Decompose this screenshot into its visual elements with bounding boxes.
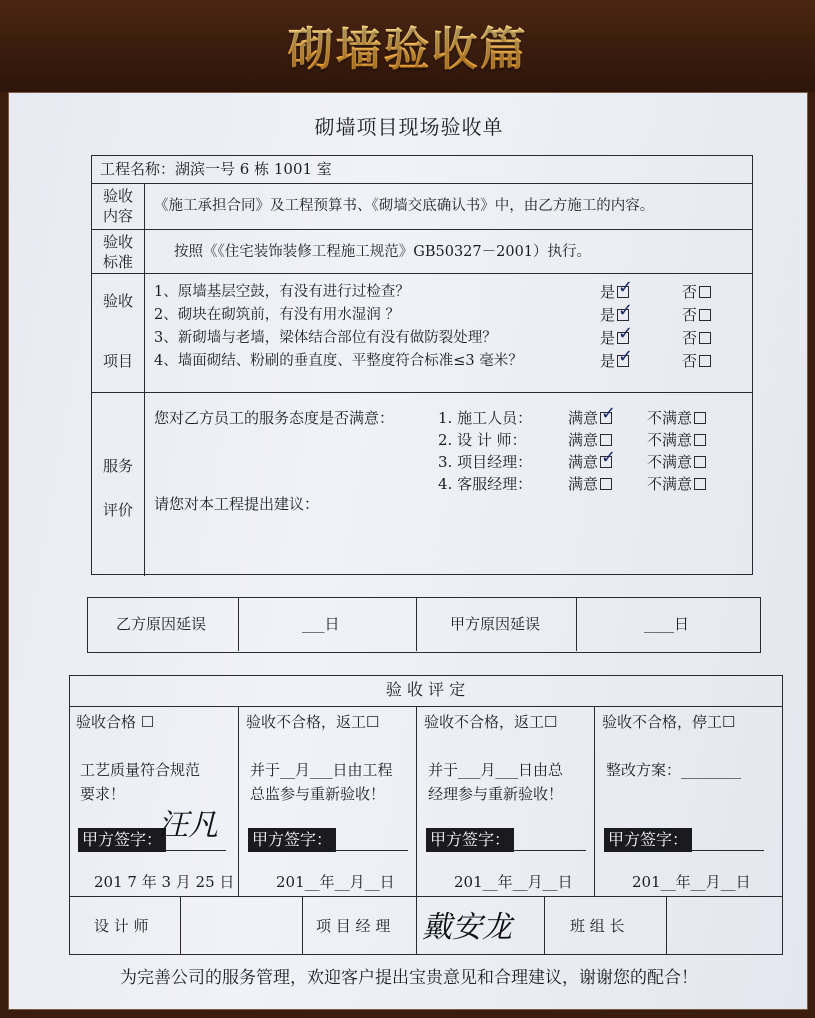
satisfied-checkbox[interactable] — [600, 412, 612, 424]
standard-label: 验收 标准 — [102, 233, 133, 271]
evaluation-heading: 验收不合格，返工☐ — [424, 713, 558, 731]
evaluation-heading: 验收合格 ☐ — [76, 713, 155, 731]
client-sign-tag: 甲方签字： — [78, 828, 166, 852]
service-unsatisfied — [647, 408, 706, 428]
item-yes-checkbox[interactable] — [617, 355, 629, 367]
item-no-checkbox[interactable] — [699, 332, 711, 344]
evaluation-line1: 整改方案：________ — [606, 761, 742, 779]
service-role-label: 2. 设 计 师： — [438, 431, 527, 449]
content-text: 《施工承担合同》及工程预算书、《砌墙交底确认书》中，由乙方施工的内容。 — [154, 198, 655, 214]
content-label: 验收 内容 — [102, 187, 133, 225]
evaluation-date: 201__年__月__日 — [632, 873, 751, 891]
evaluation-line2: 要求！ — [80, 785, 126, 803]
item-yes — [600, 282, 629, 302]
satisfied-label: 满意 — [568, 409, 599, 427]
service-unsatisfied — [647, 452, 706, 472]
satisfied-label: 满意 — [568, 431, 599, 449]
service-label-bottom: 评价 — [102, 501, 133, 519]
signature-line — [512, 850, 586, 851]
team-leader-label: 班 组 长 — [570, 917, 625, 935]
item-no — [682, 305, 711, 325]
evaluation-line2: 总监参与重新验收！ — [250, 785, 386, 803]
client-sign-tag: 甲方签字： — [426, 828, 514, 852]
service-satisfied — [568, 474, 612, 494]
client-sign-tag: 甲方签字： — [248, 828, 336, 852]
signature-line — [164, 850, 226, 851]
item-no — [682, 351, 711, 371]
footer-note: 为完善公司的服务管理，欢迎客户提出宝贵意见和合理建议，谢谢您的配合！ — [120, 968, 698, 988]
satisfied-checkbox[interactable] — [600, 478, 612, 490]
satisfied-checkbox[interactable] — [600, 456, 612, 468]
party-b-delay-value: ___日 — [302, 615, 340, 633]
evaluation-line1: 工艺质量符合规范 — [80, 761, 201, 779]
party-a-delay-value: ____日 — [644, 615, 690, 633]
standard-text: 按照《《住宅装饰装修工程施工规范》GB50327－2001）执行。 — [174, 244, 592, 260]
item-yes-label: 是 — [600, 329, 616, 347]
client-sign-tag: 甲方签字： — [604, 828, 692, 852]
inspection-form — [91, 155, 753, 575]
evaluation-title: 验 收 评 定 — [385, 680, 466, 699]
item-no-checkbox[interactable] — [699, 286, 711, 298]
party-b-delay-label: 乙方原因延误 — [116, 615, 207, 633]
item-no-label: 否 — [682, 352, 698, 370]
banner — [0, 0, 815, 92]
designer-label: 设 计 师 — [94, 917, 149, 935]
satisfied-checkbox[interactable] — [600, 434, 612, 446]
service-unsatisfied — [647, 474, 706, 494]
item-no-label: 否 — [682, 306, 698, 324]
unsatisfied-label: 不满意 — [647, 431, 693, 449]
item-yes-checkbox[interactable] — [617, 332, 629, 344]
service-unsatisfied — [647, 430, 706, 450]
item-text: 1、原墙基层空鼓，有没有进行过检查？ — [154, 284, 410, 300]
evaluation-date: 201__年__月__日 — [454, 873, 573, 891]
item-no — [682, 282, 711, 302]
unsatisfied-checkbox[interactable] — [694, 478, 706, 490]
item-yes-label: 是 — [600, 306, 616, 324]
signature-line — [334, 850, 408, 851]
item-no — [682, 328, 711, 348]
service-label-top: 服务 — [102, 457, 133, 475]
item-no-label: 否 — [682, 283, 698, 301]
item-yes-checkbox[interactable] — [617, 286, 629, 298]
service-role-label: 1. 施工人员： — [438, 409, 533, 427]
project-name — [100, 159, 332, 179]
evaluation-table — [69, 675, 783, 955]
service-satisfied — [568, 452, 612, 472]
delay-table — [87, 597, 761, 653]
evaluation-line1: 并于__月___日由工程 — [250, 761, 393, 779]
unsatisfied-checkbox[interactable] — [694, 434, 706, 446]
satisfied-label: 满意 — [568, 475, 599, 493]
project-manager-label: 项 目 经 理 — [316, 917, 391, 935]
party-a-delay-label: 甲方原因延误 — [450, 615, 541, 633]
evaluation-line2: 经理参与重新验收！ — [428, 785, 564, 803]
service-question: 您对乙方员工的服务态度是否满意： — [154, 409, 395, 427]
service-role-label: 4. 客服经理： — [438, 475, 533, 493]
unsatisfied-label: 不满意 — [647, 453, 693, 471]
unsatisfied-checkbox[interactable] — [694, 412, 706, 424]
unsatisfied-label: 不满意 — [647, 409, 693, 427]
signature-line — [690, 850, 764, 851]
item-text: 3、新砌墙与老墙，梁体结合部位有没有做防裂处理？ — [154, 330, 497, 346]
item-yes-checkbox[interactable] — [617, 309, 629, 321]
item-yes — [600, 328, 629, 348]
satisfied-label: 满意 — [568, 453, 599, 471]
client-signature: 汪凡 — [158, 808, 218, 843]
project-label: 工程名称： — [100, 160, 176, 178]
project-value: 湖滨一号 6 栋 1001 室 — [175, 160, 332, 178]
unsatisfied-label: 不满意 — [647, 475, 693, 493]
item-yes-label: 是 — [600, 352, 616, 370]
item-no-checkbox[interactable] — [699, 309, 711, 321]
item-no-checkbox[interactable] — [699, 355, 711, 367]
evaluation-date: 201 7 年 3 月 25 日 — [94, 873, 235, 891]
suggestion-prompt: 请您对本工程提出建议： — [154, 495, 320, 513]
items-label-bottom: 项目 — [102, 352, 133, 370]
evaluation-heading: 验收不合格，返工☐ — [246, 713, 380, 731]
evaluation-line1: 并于___月___日由总 — [428, 761, 564, 779]
manager-signature: 戴安龙 — [422, 910, 512, 945]
evaluation-date: 201__年__月__日 — [276, 873, 395, 891]
item-no-label: 否 — [682, 329, 698, 347]
form-paper — [8, 92, 808, 1010]
banner-title: 砌墙验收篇 — [288, 13, 528, 79]
document-title: 砌墙项目现场验收单 — [314, 115, 504, 139]
service-satisfied — [568, 408, 612, 428]
items-label-top: 验收 — [102, 292, 133, 310]
evaluation-heading: 验收不合格，停工☐ — [602, 713, 736, 731]
unsatisfied-checkbox[interactable] — [694, 456, 706, 468]
item-yes-label: 是 — [600, 283, 616, 301]
item-yes — [600, 351, 629, 371]
service-role-label: 3. 项目经理： — [438, 453, 533, 471]
item-yes — [600, 305, 629, 325]
item-text: 4、墙面砌结、粉刷的垂直度、平整度符合标准≤3 毫米？ — [154, 353, 523, 369]
item-text: 2、砌块在砌筑前，有没有用水湿润 ？ — [154, 307, 400, 323]
